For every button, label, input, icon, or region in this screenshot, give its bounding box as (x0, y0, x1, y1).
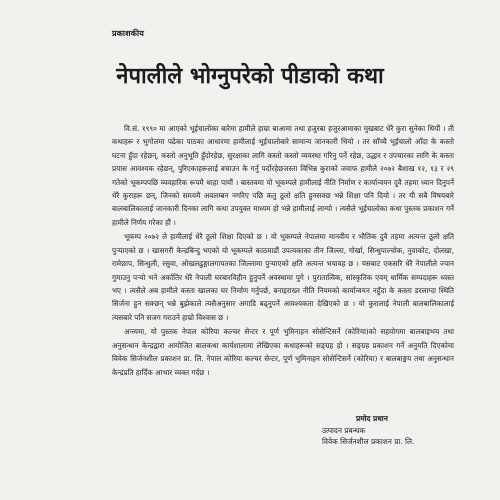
signatory-role: उत्पादन प्रबन्धक (322, 425, 366, 435)
signature-block (322, 413, 482, 448)
signatory-organization: विवेक सिर्जनशील प्रकाशन प्रा. लि. (322, 437, 415, 446)
paragraph-1: वि.सं. १९९० मा आएको भूईचालोका बारेमा हामीले हाम्रा बाआमा तथा हजुरबा हजुरआमाका मुखबाट धेरै कुरा सुनेका थियौं । ती कथाहरू र भुगोलमा पढेका पाठका आधारमा हामीलाई भूईचालोबारे सामान्य जानकारी थियो । तर साँच्चै भूईचालो आँदा के कस्तो घटना हुँदा रहेछन्, कस्तो अनुभूति हुँदोरहेछ, सुरक्षाका लागि कस्तो कस्तो व्यवस्था गरिनु पर्ने रहेछ, उद्धार र उपचारका लागि के कस्ता प्रयास आवश्यक रहेछन्, पुरिएकाहरूलाई बचाउन के गर्नु पर्दोरहेछजस्ता विभिन्न कुराको जवाफ हामीले २०७२ बैशाख १२, १३ र २९ गतेको भूकम्पपछि व्यवहारिक रूपमै थाहा पायौं । बास्तवमा यो भूकम्पले हामीलाई नीति निर्माण र कार्यान्वयन दुवै तहमा ध्यान दिनुपर्ने धेरै कुराहरू छन्, जिनको समयमै अवलम्बन नगरिए पछि कतु ठूलो क्षति हुनसक्छ भन्ने शिक्षा पनि दियो । तर यी सबै विषयबारे बालबालिकालाई जानकारी दिनका लागि कथा उपयुक्त माध्यम हो भन्ने हामीलाई लाग्यो । त्यसैले भूईचालोका कथा पुस्तक प्रकाशन गर्ने हामीले निर्णय गरेका हौं । (112, 124, 454, 227)
document-body (112, 122, 454, 380)
document-title: नेपालीले भोग्नुपरेको पीडाको कथा (116, 64, 384, 89)
signatory-name: प्रमोद प्रधान (356, 414, 388, 423)
paragraph-3: अन्त्यमा, यो पुस्तक नेपाल कोरिया कल्चर सेन्टर र पूर्ण भुमिनाहन सोसेन्टिसर्ने (कोरिया)को सहयोगमा बालबाइभय तथा अनुसन्धान केन्द्रद्वारा आयोजित बालकथा कार्यशालामा लेखिएका कथाहरूको सङ्ग्रह हो । सङ्ग्रह प्रकाशन गर्ने अनुमति दिएकोमा विवेक सिर्जनशील प्रकाशन प्रा. लि. नेपाल कोरिया कल्चर सेन्टर, पूर्ण भुमिनाहन सोसेन्टिसर्ने (कोरिया) र बालबाङ्मय तथा अनुसन्धान केन्द्रप्रति हार्दिक आभार व्यक्त गर्दछ । (112, 327, 454, 377)
paragraph-2: भूकम्प २०७२ ले हामीलाई धेरै ठूलो शिक्षा दिएको छ । यो भूकम्पले नेपालमा मानवीय र भौतिक दुवै तहमा अत्यन्त ठूलो क्षति पुऱ्याएको छ । खासगरी केन्द्रबिन्दु भएको यो भूकम्पले काठमाडौं उपत्यकाका तीन जिल्ला, गोर्खा, सिन्धुपाल्चोक, नुवाकोट, दोलखा, रामेछाप, सिन्धुली, रसुवा, ओखलढुङ्गालगायतका जिल्लामा पुऱ्याएको क्षति अत्यन्त भयावह छ । यसबाट एकसरि धेरै नेपालीले ज्यान गुमाउनु पऱ्यो भने अर्कातिर धेरै नेपाली घरबारविहीन हुनुपर्ने अवस्थामा पुगे । पुरातात्विक, सांस्कृतिक एवम् धार्मिक सम्पदाहरू ध्वस्त भए । त्यसैले अब हामीले कस्ता खालका घर निर्माण गर्नुपर्छ, बनाइराख्न नीति नियमको कार्यान्वयन नहुँदा के कस्ता डरलाग्दा स्थिति सिर्जना हुन सक्छन् भन्ने बुझेकाले त्यसैअनुसार अगाडि बढ्नुपर्ने आवश्यकता देखिएको छ । यो कुरालाई नेपाली बालबालिकालाई त्यसबारे पनि सजग गराउने हाम्रो विश्वास छ । (112, 232, 454, 322)
section-label: प्रकाशकीय (112, 29, 145, 38)
